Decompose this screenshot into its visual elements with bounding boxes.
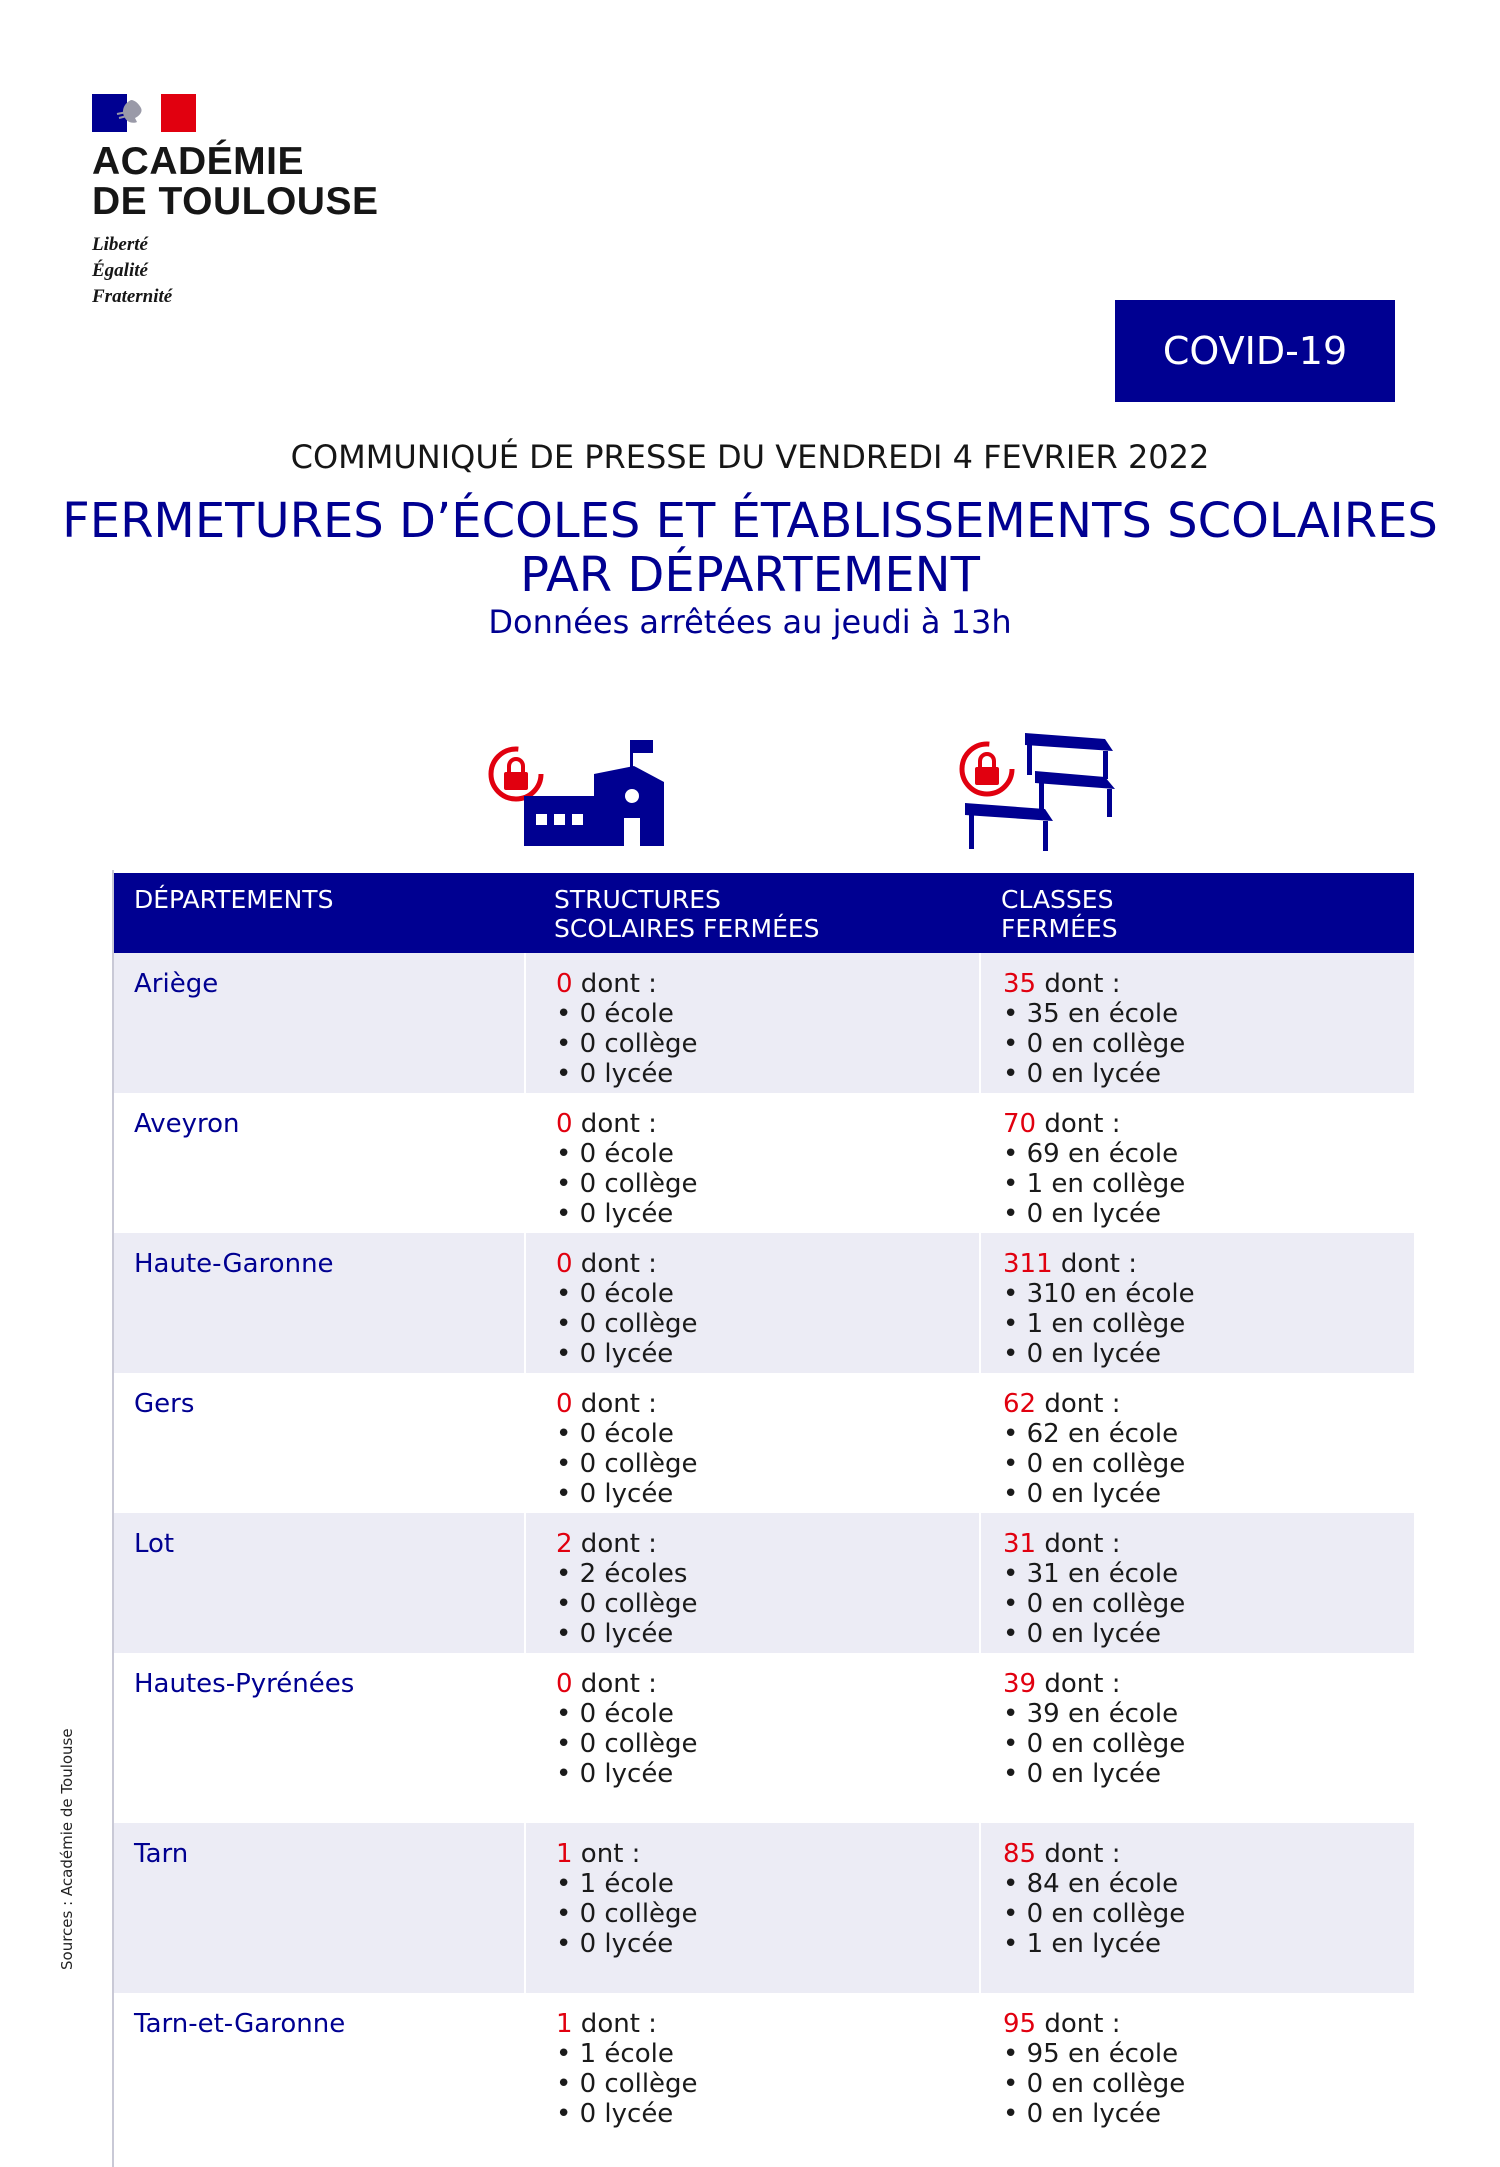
classes-cell — [979, 1993, 1414, 2133]
classes-cell — [979, 1823, 1414, 1993]
classes-summary — [1003, 1389, 1414, 1419]
school-closed-icon — [484, 730, 674, 854]
department-name: Lot — [134, 1529, 175, 1559]
classes-cell — [979, 1513, 1414, 1653]
classes-cell — [979, 1233, 1414, 1373]
structures-total: 0 — [556, 969, 573, 999]
structures-cell — [524, 1823, 979, 1993]
source-note: Sources : Académie de Toulouse — [58, 1728, 76, 1970]
classes-item: • 35 en école — [1003, 999, 1179, 1029]
table-header — [114, 873, 1414, 953]
classes-item: • 0 en lycée — [1003, 1759, 1162, 1789]
classes-total: 31 — [1003, 1529, 1037, 1559]
department-cell — [114, 953, 524, 1093]
press-release-line: COMMUNIQUÉ DE PRESSE DU VENDREDI 4 FEVRIER 2022 — [290, 438, 1210, 476]
structures-summary — [556, 969, 979, 999]
structures-item: • 0 collège — [556, 1029, 698, 1059]
structures-dont: dont : — [572, 1669, 657, 1699]
structures-item: • 1 école — [556, 1869, 674, 1899]
structures-total: 0 — [556, 1109, 573, 1139]
structures-item: • 0 lycée — [556, 1759, 674, 1789]
department-cell — [114, 1653, 524, 1823]
classes-total: 70 — [1003, 1109, 1037, 1139]
page-title — [0, 494, 1500, 602]
structures-item: • 0 collège — [556, 1899, 698, 1929]
structures-item: • 0 collège — [556, 1169, 698, 1199]
logo-name — [92, 142, 378, 222]
structures-item: • 0 école — [556, 1139, 674, 1169]
structures-item: • 1 école — [556, 2039, 674, 2069]
classes-summary — [1003, 1109, 1414, 1139]
structures-item: • 0 lycée — [556, 1199, 674, 1229]
structures-summary — [556, 1529, 979, 1559]
header-departements: DÉPARTEMENTS — [134, 885, 334, 914]
department-name: Tarn — [134, 1839, 189, 1869]
structures-item: • 0 école — [556, 1699, 674, 1729]
department-cell — [114, 1373, 524, 1513]
classes-dont: dont : — [1036, 1529, 1121, 1559]
structures-dont: dont : — [572, 1109, 657, 1139]
motto-egalite: Égalité — [92, 260, 148, 281]
classes-cell — [979, 1093, 1414, 1233]
header-classes — [979, 873, 1414, 953]
structures-item: • 0 lycée — [556, 1059, 674, 1089]
title-line2: PAR DÉPARTEMENT — [520, 547, 980, 603]
table-row — [114, 1513, 1414, 1653]
header-classes-text: CLASSES FERMÉES — [1001, 885, 1118, 943]
classes-item: • 0 en lycée — [1003, 1479, 1162, 1509]
classes-item: • 1 en lycée — [1003, 1929, 1162, 1959]
classes-cell — [979, 1653, 1414, 1823]
structures-item: • 0 lycée — [556, 1339, 674, 1369]
department-cell — [114, 1093, 524, 1233]
structures-dont: dont : — [572, 1529, 657, 1559]
classes-item: • 0 en collège — [1003, 2069, 1186, 2099]
department-cell — [114, 1233, 524, 1373]
classes-item: • 69 en école — [1003, 1139, 1179, 1169]
classes-item: • 0 en collège — [1003, 1449, 1186, 1479]
classes-summary — [1003, 1529, 1414, 1559]
structures-item: • 0 lycée — [556, 1479, 674, 1509]
table-row — [114, 1823, 1414, 1993]
structures-cell — [524, 1233, 979, 1373]
structures-item: • 0 lycée — [556, 1619, 674, 1649]
logo-name-line2: DE TOULOUSE — [92, 180, 379, 223]
structures-cell — [524, 1993, 979, 2133]
logo-motto — [92, 232, 378, 310]
department-name: Tarn-et-Garonne — [134, 2009, 346, 2039]
classes-dont: dont : — [1036, 1389, 1121, 1419]
covid-badge: COVID-19 — [1115, 300, 1395, 402]
structures-total: 2 — [556, 1529, 573, 1559]
classes-total: 35 — [1003, 969, 1037, 999]
classes-cell — [979, 953, 1414, 1093]
classes-dont: dont : — [1036, 1669, 1121, 1699]
structures-item: • 0 école — [556, 1419, 674, 1449]
structures-cell — [524, 953, 979, 1093]
marianne-flag-icon — [92, 94, 196, 132]
department-name: Ariège — [134, 969, 219, 999]
structures-dont: dont : — [572, 1389, 657, 1419]
department-cell — [114, 1993, 524, 2133]
classes-summary — [1003, 969, 1414, 999]
academie-logo — [92, 94, 378, 310]
classes-item: • 0 en lycée — [1003, 2099, 1162, 2129]
structures-summary — [556, 1669, 979, 1699]
structures-item: • 0 collège — [556, 1729, 698, 1759]
department-name: Hautes-Pyrénées — [134, 1669, 355, 1699]
classroom-closed-icon — [955, 725, 1125, 859]
classes-dont: dont : — [1036, 1839, 1121, 1869]
structures-item: • 0 école — [556, 1279, 674, 1309]
structures-total: 0 — [556, 1389, 573, 1419]
structures-summary — [556, 2009, 979, 2039]
classes-dont: dont : — [1036, 1109, 1121, 1139]
structures-item: • 0 collège — [556, 1309, 698, 1339]
classes-total: 62 — [1003, 1389, 1037, 1419]
structures-item: • 0 lycée — [556, 1929, 674, 1959]
structures-cell — [524, 1093, 979, 1233]
department-name: Gers — [134, 1389, 195, 1419]
classes-item: • 84 en école — [1003, 1869, 1179, 1899]
classes-item: • 0 en collège — [1003, 1029, 1186, 1059]
classes-dont: dont : — [1036, 2009, 1121, 2039]
classes-item: • 0 en lycée — [1003, 1619, 1162, 1649]
department-name: Haute-Garonne — [134, 1249, 334, 1279]
classes-dont: dont : — [1052, 1249, 1138, 1279]
structures-dont: dont : — [572, 1249, 657, 1279]
structures-item: • 0 école — [556, 999, 674, 1029]
structures-dont: dont : — [572, 969, 657, 999]
department-name: Aveyron — [134, 1109, 240, 1139]
classes-item: • 31 en école — [1003, 1559, 1179, 1589]
classes-item: • 0 en collège — [1003, 1589, 1186, 1619]
classes-item: • 39 en école — [1003, 1699, 1179, 1729]
structures-cell — [524, 1653, 979, 1823]
table-row — [114, 1233, 1414, 1373]
structures-item: • 0 collège — [556, 2069, 698, 2099]
structures-cell — [524, 1513, 979, 1653]
table-body — [114, 953, 1414, 2133]
classes-total: 39 — [1003, 1669, 1037, 1699]
structures-dont: dont : — [572, 2009, 657, 2039]
classes-summary — [1003, 1249, 1414, 1279]
motto-liberte: Liberté — [92, 234, 148, 255]
structures-total: 0 — [556, 1249, 573, 1279]
table-row — [114, 1653, 1414, 1823]
structures-item: • 0 collège — [556, 1589, 698, 1619]
classes-item: • 95 en école — [1003, 2039, 1179, 2069]
classes-cell — [979, 1373, 1414, 1513]
header-structures-text: STRUCTURES SCOLAIRES FERMÉES — [554, 885, 820, 943]
classes-item: • 0 en collège — [1003, 1729, 1186, 1759]
structures-summary — [556, 1249, 979, 1279]
structures-summary — [556, 1389, 979, 1419]
classes-item: • 310 en école — [1003, 1279, 1195, 1309]
classes-item: • 62 en école — [1003, 1419, 1179, 1449]
classes-item: • 0 en lycée — [1003, 1339, 1162, 1369]
department-cell — [114, 1823, 524, 1993]
table-row — [114, 1993, 1414, 2133]
classes-item: • 0 en lycée — [1003, 1059, 1162, 1089]
page-subtitle: Données arrêtées au jeudi à 13h — [488, 603, 1012, 641]
table-row — [114, 1093, 1414, 1233]
structures-total: 1 — [556, 2009, 573, 2039]
header-structures — [524, 873, 979, 953]
closures-table — [114, 873, 1414, 2133]
classes-item: • 1 en collège — [1003, 1309, 1186, 1339]
structures-item: • 0 lycée — [556, 2099, 674, 2129]
motto-fraternite: Fraternité — [92, 286, 173, 307]
structures-item: • 0 collège — [556, 1449, 698, 1479]
classes-total: 85 — [1003, 1839, 1037, 1869]
classes-total: 311 — [1003, 1249, 1053, 1279]
table-row — [114, 953, 1414, 1093]
classes-total: 95 — [1003, 2009, 1037, 2039]
classes-dont: dont : — [1036, 969, 1121, 999]
classes-item: • 0 en collège — [1003, 1899, 1186, 1929]
structures-item: • 2 écoles — [556, 1559, 688, 1589]
classes-summary — [1003, 1839, 1414, 1869]
structures-total: 1 — [556, 1839, 573, 1869]
title-line1: FERMETURES D’ÉCOLES ET ÉTABLISSEMENTS SCOLAIRES — [62, 493, 1438, 549]
structures-total: 0 — [556, 1669, 573, 1699]
structures-cell — [524, 1373, 979, 1513]
logo-name-line1: ACADÉMIE — [92, 140, 305, 183]
classes-item: • 0 en lycée — [1003, 1199, 1162, 1229]
structures-dont: ont : — [572, 1839, 641, 1869]
classes-item: • 1 en collège — [1003, 1169, 1186, 1199]
classes-summary — [1003, 2009, 1414, 2039]
structures-summary — [556, 1109, 979, 1139]
table-row — [114, 1373, 1414, 1513]
department-cell — [114, 1513, 524, 1653]
structures-summary — [556, 1839, 979, 1869]
classes-summary — [1003, 1669, 1414, 1699]
